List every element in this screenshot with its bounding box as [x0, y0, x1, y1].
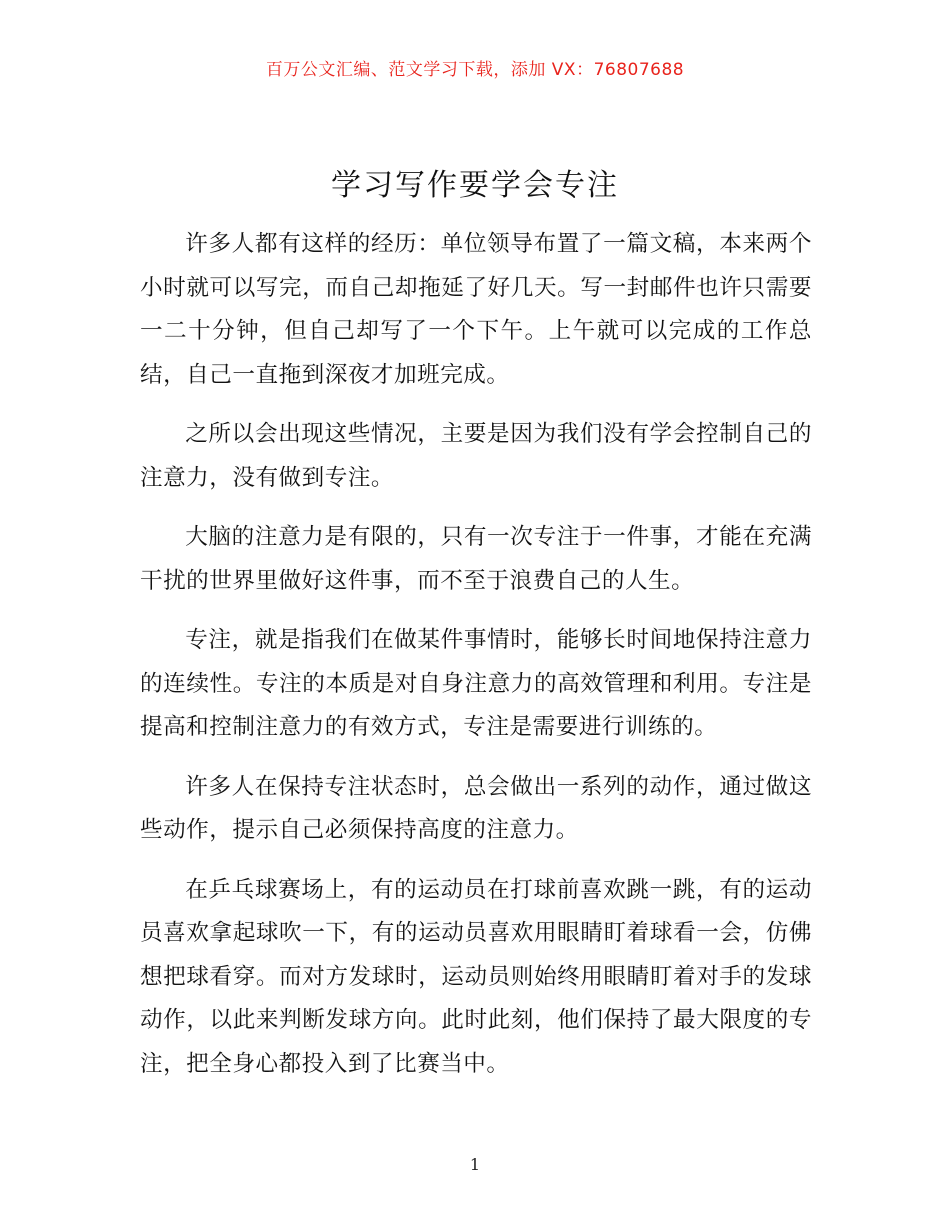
document-title: 学习写作要学会专注	[331, 168, 619, 203]
paragraph-1: 许多人都有这样的经历：单位领导布置了一篇文稿，本来两个小时就可以写完，而自己却拖延了好几天。写一封邮件也许只需要一二十分钟，但自己却写了一个下午。上午就可以完成的工作总结，自己一直拖到深夜才加班完成。	[140, 231, 812, 388]
paragraph-2: 之所以会出现这些情况，主要是因为我们没有学会控制自己的注意力，没有做到专注。	[140, 421, 812, 491]
document-body	[140, 223, 812, 1102]
paragraph-6: 在乒乓球赛场上，有的运动员在打球前喜欢跳一跳，有的运动员喜欢拿起球吹一下，有的运动员喜欢用眼睛盯着球看一会，仿佛想把球看穿。而对方发球时，运动员则始终用眼睛盯着对手的发球动作，以此来判断发球方向。此时此刻，他们保持了最大限度的专注，把全身心都投入到了比赛当中。	[140, 876, 812, 1077]
page-number: 1	[469, 1155, 481, 1174]
paragraph-3: 大脑的注意力是有限的，只有一次专注于一件事，才能在充满干扰的世界里做好这件事，而不至于浪费自己的人生。	[140, 524, 812, 594]
paragraph-4: 专注，就是指我们在做某件事情时，能够长时间地保持注意力的连续性。专注的本质是对自身注意力的高效管理和利用。专注是提高和控制注意力的有效方式，专注是需要进行训练的。	[140, 627, 812, 740]
paragraph-5: 许多人在保持专注状态时，总会做出一系列的动作，通过做这些动作，提示自己必须保持高度的注意力。	[140, 773, 812, 843]
header-promo-note: 百万公文汇编、范文学习下载，添加 VX：76807688	[265, 60, 685, 80]
